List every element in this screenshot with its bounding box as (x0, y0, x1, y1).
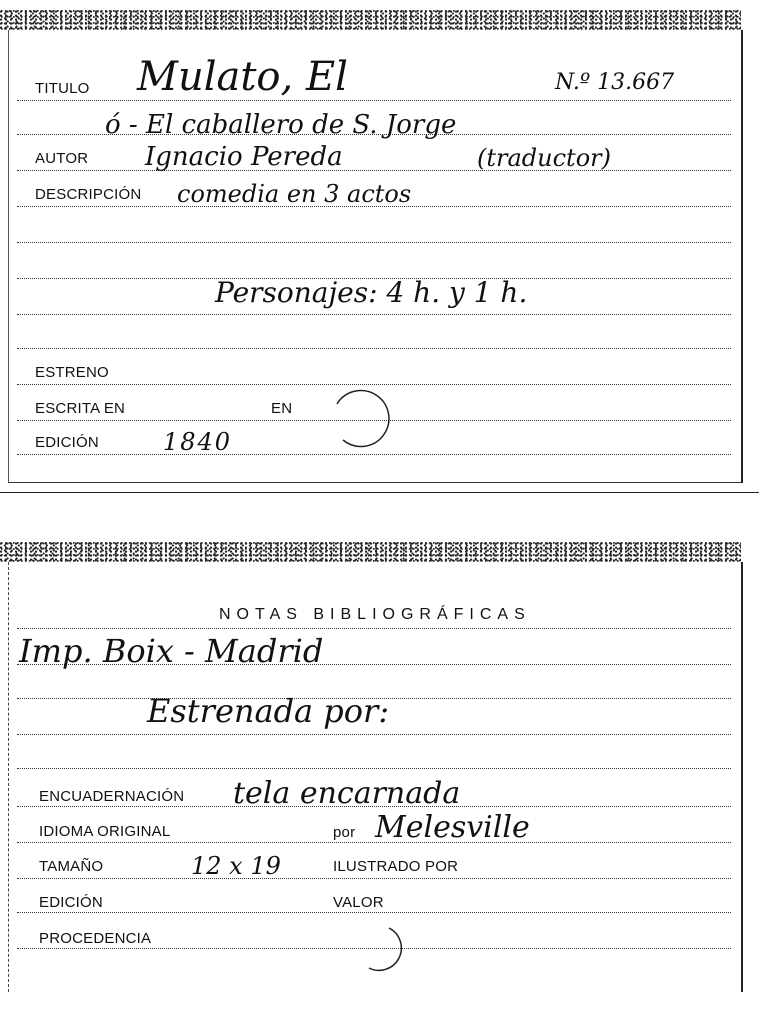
tamano-label: TAMAÑO (39, 858, 104, 875)
catalog-card-back (8, 562, 743, 992)
encuadernacion-value: tela encarnada (233, 776, 461, 811)
notas-heading: NOTAS BIBLIOGRÁFICAS (219, 606, 531, 623)
catalog-card-front (8, 30, 743, 483)
idioma-label: IDIOMA ORIGINAL (39, 823, 171, 840)
por-value: Melesville (375, 810, 530, 845)
valor-label: VALOR (333, 894, 384, 911)
punch-hole-mark (319, 382, 399, 452)
descripcion-value: comedia en 3 actos (177, 180, 412, 208)
card-edge-texture-2 (0, 542, 741, 562)
escrita-en-label: ESCRITA EN (35, 400, 126, 417)
estrenada-value: Estrenada por: (147, 692, 390, 730)
punch-hole-mark-2 (349, 918, 409, 978)
card-divider (0, 492, 759, 493)
edicion-label-2: EDICIÓN (39, 894, 103, 911)
subtitulo-value: ó - El caballero de S. Jorge (105, 110, 457, 140)
encuadernacion-label: ENCUADERNACIÓN (39, 788, 185, 805)
edicion-value: 1840 (163, 428, 233, 456)
por-label: por (333, 824, 356, 841)
personajes-value: Personajes: 4 h. y 1 h. (215, 276, 528, 309)
imprenta-value: Imp. Boix - Madrid (19, 632, 324, 670)
ilustrado-label: ILUSTRADO POR (333, 858, 459, 875)
estreno-label: ESTRENO (35, 364, 109, 381)
numero-value: N.º 13.667 (555, 70, 675, 95)
autor-label: AUTOR (35, 150, 89, 167)
titulo-value: Mulato, El (137, 54, 348, 100)
edicion-label: EDICIÓN (35, 434, 99, 451)
autor-rol-value: (traductor) (477, 144, 611, 172)
autor-value: Ignacio Pereda (145, 142, 343, 172)
tamano-value: 12 x 19 (191, 852, 281, 880)
card-edge-texture (0, 10, 741, 30)
titulo-label: TITULO (35, 80, 90, 97)
en-label: EN (271, 400, 293, 417)
descripcion-label: DESCRIPCIÓN (35, 186, 142, 203)
procedencia-label: PROCEDENCIA (39, 930, 152, 947)
